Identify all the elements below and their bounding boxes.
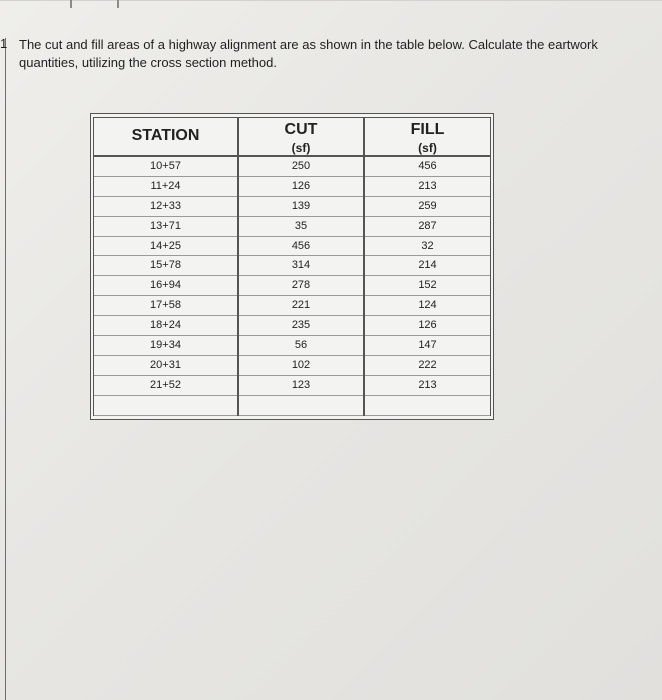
empty-row: [94, 396, 237, 416]
station-cell: 14+25: [94, 237, 237, 257]
fill-header: [365, 118, 490, 157]
empty-row: [365, 396, 490, 416]
page-tick-mark: [117, 0, 119, 8]
station-cell: 21+52: [94, 376, 237, 396]
station-cell: 11+24: [94, 177, 237, 197]
cut-cell: 35: [239, 217, 363, 237]
fill-cell: 222: [365, 356, 490, 376]
fill-cell: 147: [365, 336, 490, 356]
station-cell: 16+94: [94, 276, 237, 296]
station-cell: 13+71: [94, 217, 237, 237]
cut-rows: [239, 157, 363, 416]
cut-cell: 314: [239, 256, 363, 276]
page-left-border: [5, 38, 6, 700]
fill-column: [364, 117, 491, 416]
cut-cell: 221: [239, 296, 363, 316]
fill-cell: 124: [365, 296, 490, 316]
station-cell: 19+34: [94, 336, 237, 356]
fill-rows: [365, 157, 490, 416]
cut-header-label: CUT: [284, 121, 318, 138]
fill-cell: 287: [365, 217, 490, 237]
station-cell: 20+31: [94, 356, 237, 376]
fill-cell: 456: [365, 157, 490, 177]
station-cell: 15+78: [94, 256, 237, 276]
station-column: [93, 117, 238, 416]
station-cell: 10+57: [94, 157, 237, 177]
question-number: 1: [0, 36, 8, 51]
cut-cell: 126: [239, 177, 363, 197]
cut-cell: 278: [239, 276, 363, 296]
station-cell: 12+33: [94, 197, 237, 217]
fill-cell: 259: [365, 197, 490, 217]
earthwork-table: [90, 113, 494, 420]
cut-header: [239, 118, 363, 157]
cut-header-unit: (sf): [291, 141, 311, 155]
station-cell: 18+24: [94, 316, 237, 336]
station-cell: 17+58: [94, 296, 237, 316]
fill-header-unit: (sf): [418, 141, 437, 155]
cut-cell: 456: [239, 237, 363, 257]
page-tick-mark: [70, 0, 72, 8]
fill-cell: 214: [365, 256, 490, 276]
cut-cell: 102: [239, 356, 363, 376]
cut-cell: 56: [239, 336, 363, 356]
empty-row: [239, 396, 363, 416]
fill-cell: 126: [365, 316, 490, 336]
cut-column: [238, 117, 364, 416]
fill-cell: 152: [365, 276, 490, 296]
fill-header-label: FILL: [410, 121, 445, 138]
fill-cell: 32: [365, 237, 490, 257]
station-header: [94, 118, 237, 157]
cut-cell: 123: [239, 376, 363, 396]
page-top-rule: [0, 0, 662, 1]
fill-cell: 213: [365, 376, 490, 396]
question-text: The cut and fill areas of a highway alignment are as shown in the table below. Calculate the eartwork quantities, utilizing the cross section method.: [19, 37, 598, 70]
station-header-label: STATION: [131, 127, 200, 144]
fill-cell: 213: [365, 177, 490, 197]
station-rows: [94, 157, 237, 416]
cut-cell: 139: [239, 197, 363, 217]
cut-cell: 235: [239, 316, 363, 336]
cut-cell: 250: [239, 157, 363, 177]
